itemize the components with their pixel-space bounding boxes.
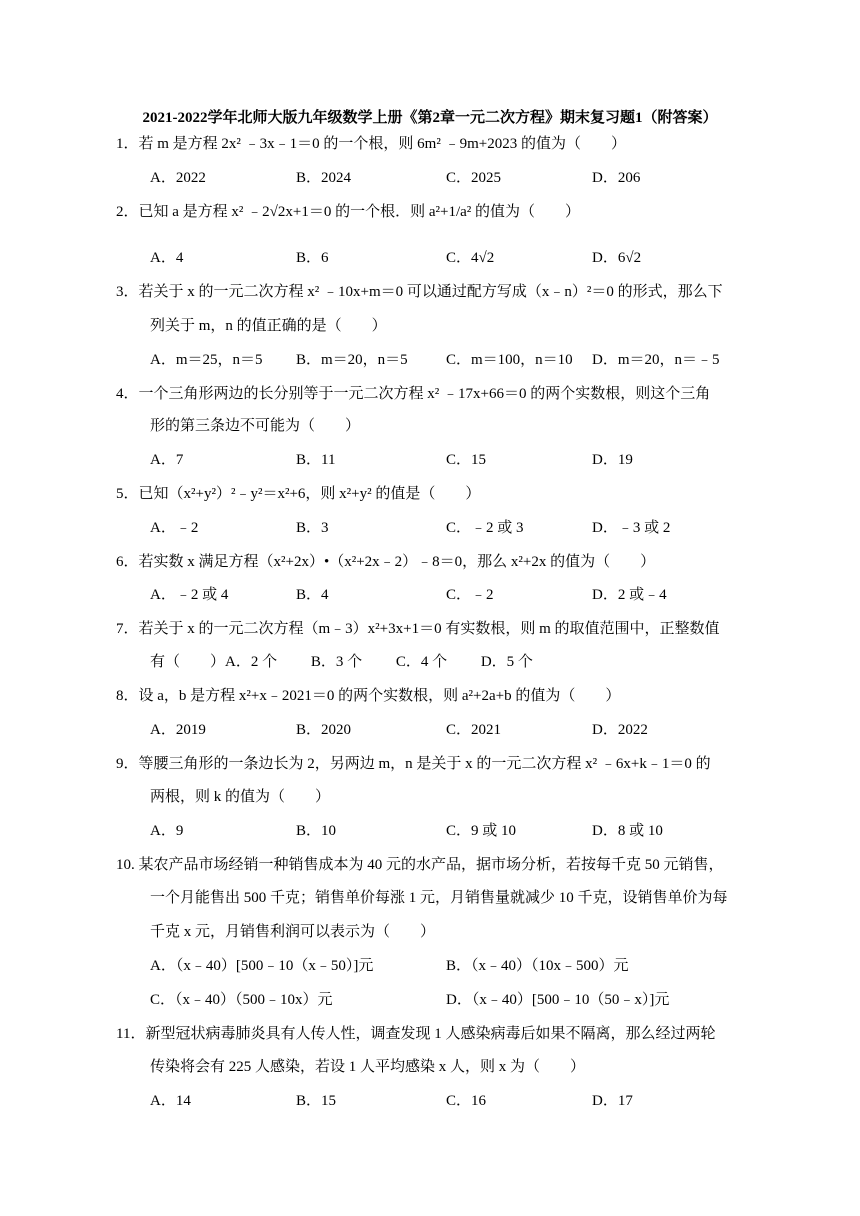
question-5-option-c: C．﹣2 或 3 — [446, 520, 524, 536]
question-8-option-a: A．2019 — [150, 722, 206, 738]
question-9-option-c: C．9 或 10 — [446, 823, 517, 839]
question-11-option-a: A．14 — [150, 1093, 191, 1109]
question-9-option-a: A．9 — [150, 823, 184, 839]
question-8-option-b: B．2020 — [296, 722, 352, 738]
question-6-option-d: D．2 或﹣4 — [592, 587, 667, 603]
question-6-option-c: C．﹣2 — [446, 587, 494, 603]
question-5-text: 5．已知（x²+y²）²﹣y²＝x²+6，则 x²+y² 的值是（ ） — [116, 486, 481, 502]
question-10-line-1: 10. 某农产品市场经销一种销售成本为 40 元的水产品，据市场分析，若按每千克 50 元销售， — [116, 857, 724, 873]
question-3-option-b: B．m＝20，n＝5 — [296, 352, 408, 368]
question-3-option-a: A．m＝25，n＝5 — [150, 352, 263, 368]
question-10-option-b: B．（x﹣40）（10x﹣500）元 — [446, 958, 629, 974]
question-4-option-b: B．11 — [296, 452, 336, 468]
question-1-text: 1．若 m 是方程 2x² ﹣3x﹣1＝0 的一个根，则 6m² ﹣9m+2023 的值为（ ） — [116, 136, 626, 152]
question-11-option-c: C．16 — [446, 1093, 487, 1109]
question-9-line-2: 两根，则 k 的值为（ ） — [150, 789, 331, 805]
question-3-option-c: C．m＝100，n＝10 — [446, 352, 573, 368]
question-9-option-d: D．8 或 10 — [592, 823, 663, 839]
question-4-option-a: A．7 — [150, 452, 184, 468]
question-4-line-1: 4．一个三角形两边的长分别等于一元二次方程 x² ﹣17x+66＝0 的两个实数根，则这个三角 — [116, 386, 711, 402]
question-2-text: 2．已知 a 是方程 x² ﹣2√2x+1＝0 的一个根．则 a²+1/a² 的值为（ ） — [116, 204, 581, 220]
question-11-line-1: 11．新型冠状病毒肺炎具有人传人性，调查发现 1 人感染病毒后如果不隔离，那么经过两轮 — [116, 1026, 716, 1042]
question-7-line-1: 7．若关于 x 的一元二次方程（m﹣3）x²+3x+1＝0 有实数根，则 m 的取值范围中，正整数值 — [116, 621, 720, 637]
question-9-line-1: 9．等腰三角形的一条边长为 2，另两边 m，n 是关于 x 的一元二次方程 x² ﹣6x+k﹣1＝0 的 — [116, 756, 711, 772]
question-2-option-a: A．4 — [150, 250, 184, 266]
question-10-line-3: 千克 x 元，月销售利润可以表示为（ ） — [150, 924, 436, 940]
document-title: 2021-2022学年北师大版九年级数学上册《第2章一元二次方程》期末复习题1（附答案） — [142, 110, 718, 126]
question-3-option-d: D．m＝20，n＝﹣5 — [592, 352, 720, 368]
question-1-option-c: C．2025 — [446, 170, 502, 186]
question-10-option-a: A．（x﹣40）[500﹣10（x﹣50）]元 — [150, 958, 374, 974]
question-6-option-a: A．﹣2 或 4 — [150, 587, 229, 603]
question-4-option-d: D．19 — [592, 452, 633, 468]
question-8-option-c: C．2021 — [446, 722, 502, 738]
question-11-option-b: B．15 — [296, 1093, 337, 1109]
question-4-option-c: C．15 — [446, 452, 487, 468]
question-9-option-b: B．10 — [296, 823, 337, 839]
question-10-line-2: 一个月能售出 500 千克；销售单价每涨 1 元，月销售量就减少 10 千克，设销售单价为每 — [150, 890, 728, 906]
question-1-option-d: D．206 — [592, 170, 641, 186]
question-8-option-d: D．2022 — [592, 722, 648, 738]
question-11-line-2: 传染将会有 225 人感染，若设 1 人平均感染 x 人，则 x 为（ ） — [150, 1059, 586, 1075]
question-3-line-1: 3．若关于 x 的一元二次方程 x² ﹣10x+m＝0 可以通过配方写成（x﹣n）²＝0 的形式，那么下 — [116, 284, 723, 300]
question-3-line-2: 列关于 m，n 的值正确的是（ ） — [150, 318, 387, 334]
question-5-option-d: D．﹣3 或 2 — [592, 520, 671, 536]
question-2-option-d: D．6√2 — [592, 250, 642, 266]
question-8-text: 8．设 a，b 是方程 x²+x﹣2021＝0 的两个实数根，则 a²+2a+b 的值为（ ） — [116, 688, 621, 704]
question-6-option-b: B．4 — [296, 587, 329, 603]
question-2-option-c: C．4√2 — [446, 250, 495, 266]
question-4-line-2: 形的第三条边不可能为（ ） — [150, 418, 361, 434]
question-5-option-a: A．﹣2 — [150, 520, 199, 536]
question-1-option-a: A．2022 — [150, 170, 206, 186]
question-11-option-d: D．17 — [592, 1093, 633, 1109]
question-10-option-d: D．（x﹣40）[500﹣10（50﹣x）]元 — [446, 992, 670, 1008]
question-10-option-c: C．（x﹣40）（500﹣10x）元 — [150, 992, 333, 1008]
question-7-line-2: 有（ ）A．2 个 B．3 个 C．4 个 D．5 个 — [150, 654, 533, 670]
question-1-option-b: B．2024 — [296, 170, 352, 186]
question-5-option-b: B．3 — [296, 520, 329, 536]
question-2-option-b: B．6 — [296, 250, 329, 266]
question-6-text: 6．若实数 x 满足方程（x²+2x）•（x²+2x﹣2）﹣8＝0，那么 x²+2x 的值为（ ） — [116, 554, 656, 570]
